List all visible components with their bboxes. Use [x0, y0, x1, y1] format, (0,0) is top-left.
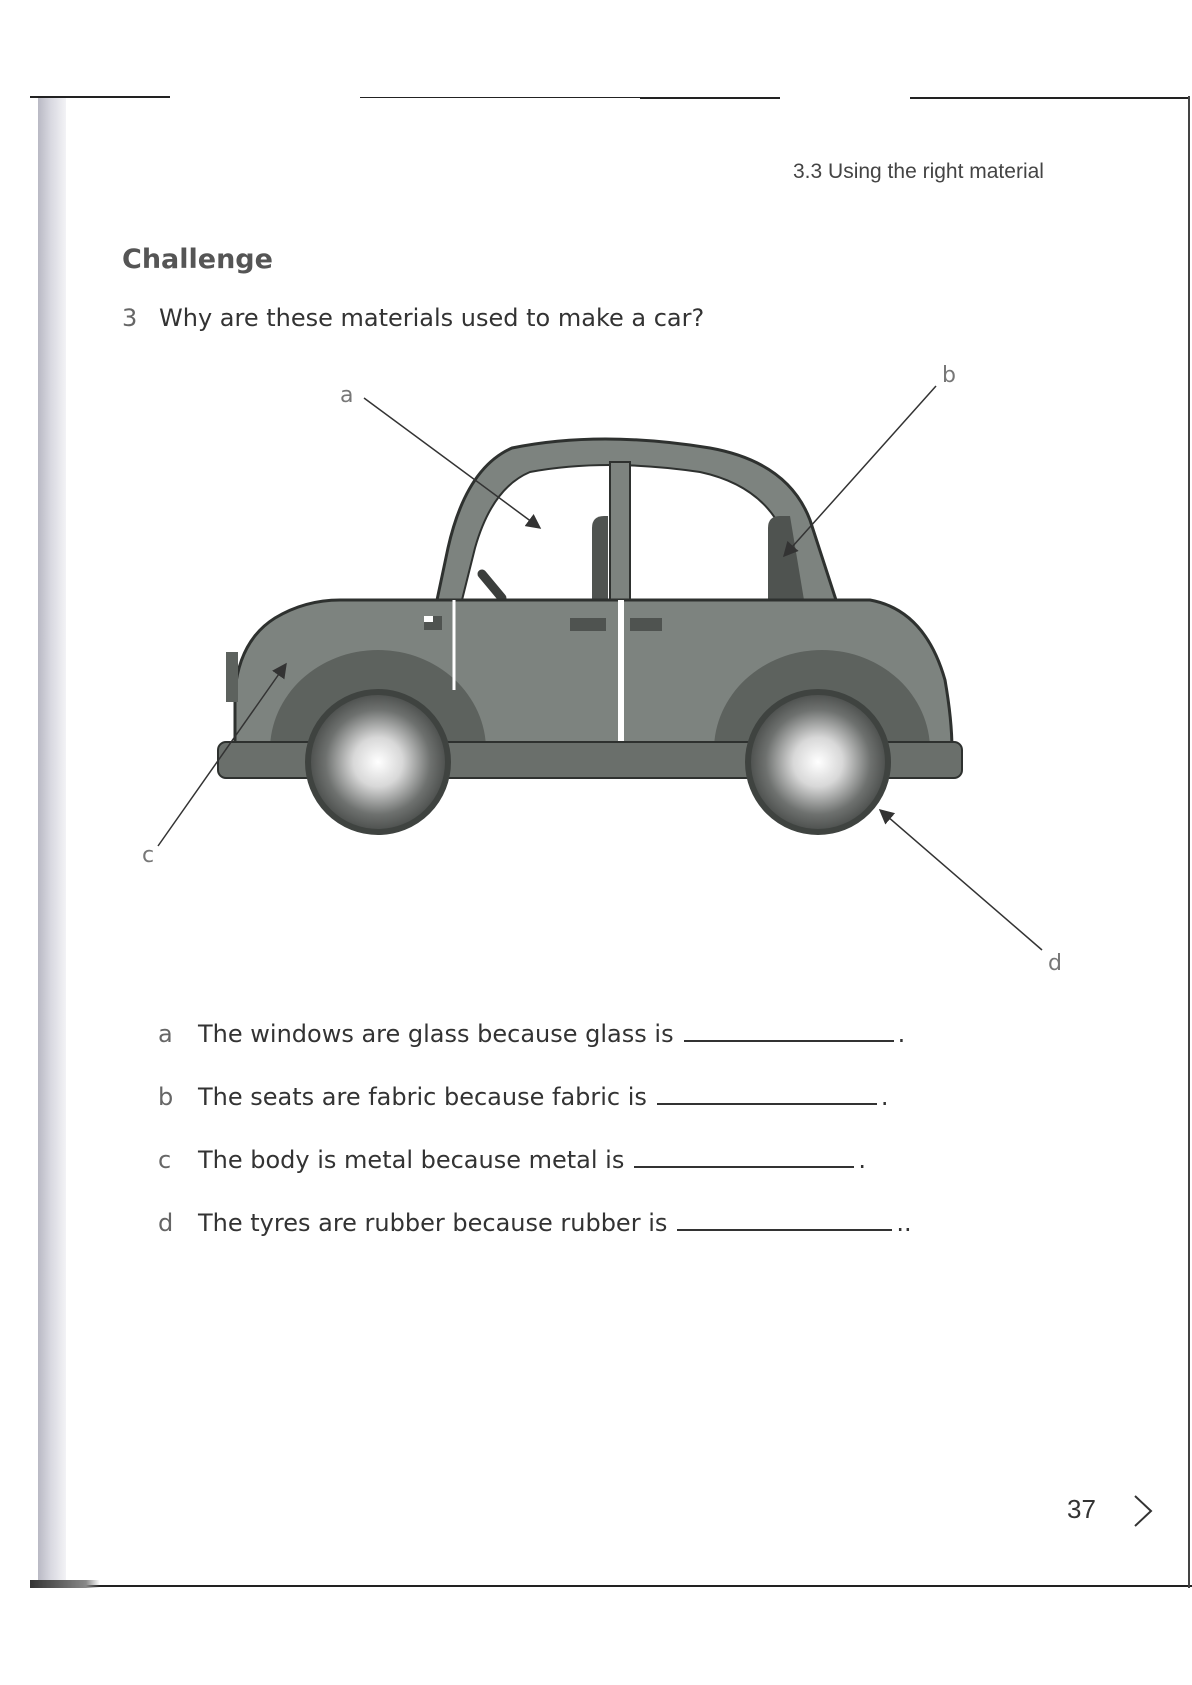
- answer-letter: a: [158, 1020, 173, 1048]
- running-head: 3.3 Using the right material: [793, 160, 1044, 183]
- wheel-front: [308, 692, 448, 832]
- answer-letter: c: [158, 1146, 172, 1174]
- answer-text: The windows are glass because glass is: [198, 1020, 674, 1048]
- label-c: c: [142, 843, 155, 868]
- answer-end: .: [897, 1020, 906, 1048]
- answer-letter: d: [158, 1209, 174, 1237]
- answer-item: [158, 1209, 912, 1237]
- answer-end: .: [880, 1083, 889, 1111]
- door-handle-back: [630, 618, 662, 631]
- question-text: Why are these materials used to make a car?: [159, 304, 705, 332]
- answer-end: ..: [896, 1209, 912, 1237]
- chevron-right-icon[interactable]: [1132, 1494, 1154, 1528]
- page-bottom-corner: [30, 1580, 100, 1588]
- answer-letter: b: [158, 1083, 174, 1111]
- answer-blank[interactable]: [634, 1165, 854, 1168]
- door-handle-front: [570, 618, 606, 631]
- answer-text: The tyres are rubber because rubber is: [198, 1209, 668, 1237]
- mirror-highlight: [424, 616, 433, 622]
- car-seat-front: [592, 516, 608, 600]
- question-number: 3: [122, 304, 138, 332]
- label-b: b: [942, 363, 956, 388]
- answer-item: [158, 1083, 889, 1111]
- answer-blank[interactable]: [657, 1102, 877, 1105]
- answer-item: [158, 1020, 905, 1048]
- answer-blank[interactable]: [684, 1039, 894, 1042]
- pointer-d: [880, 810, 1042, 950]
- label-a: a: [340, 383, 354, 408]
- window-pillar: [610, 462, 630, 602]
- page-number: 37: [1067, 1494, 1096, 1524]
- answer-text: The body is metal because metal is: [198, 1146, 625, 1174]
- answer-end: .: [858, 1146, 866, 1174]
- answer-blank[interactable]: [677, 1228, 892, 1231]
- label-d: d: [1048, 951, 1062, 976]
- pointer-b: [784, 386, 936, 556]
- wheel-back: [748, 692, 888, 832]
- answer-item: [158, 1146, 866, 1174]
- car-front-light: [226, 652, 238, 702]
- answer-text: The seats are fabric because fabric is: [198, 1083, 647, 1111]
- page-bottom-edge: [38, 1585, 1192, 1587]
- section-title: Challenge: [122, 244, 273, 275]
